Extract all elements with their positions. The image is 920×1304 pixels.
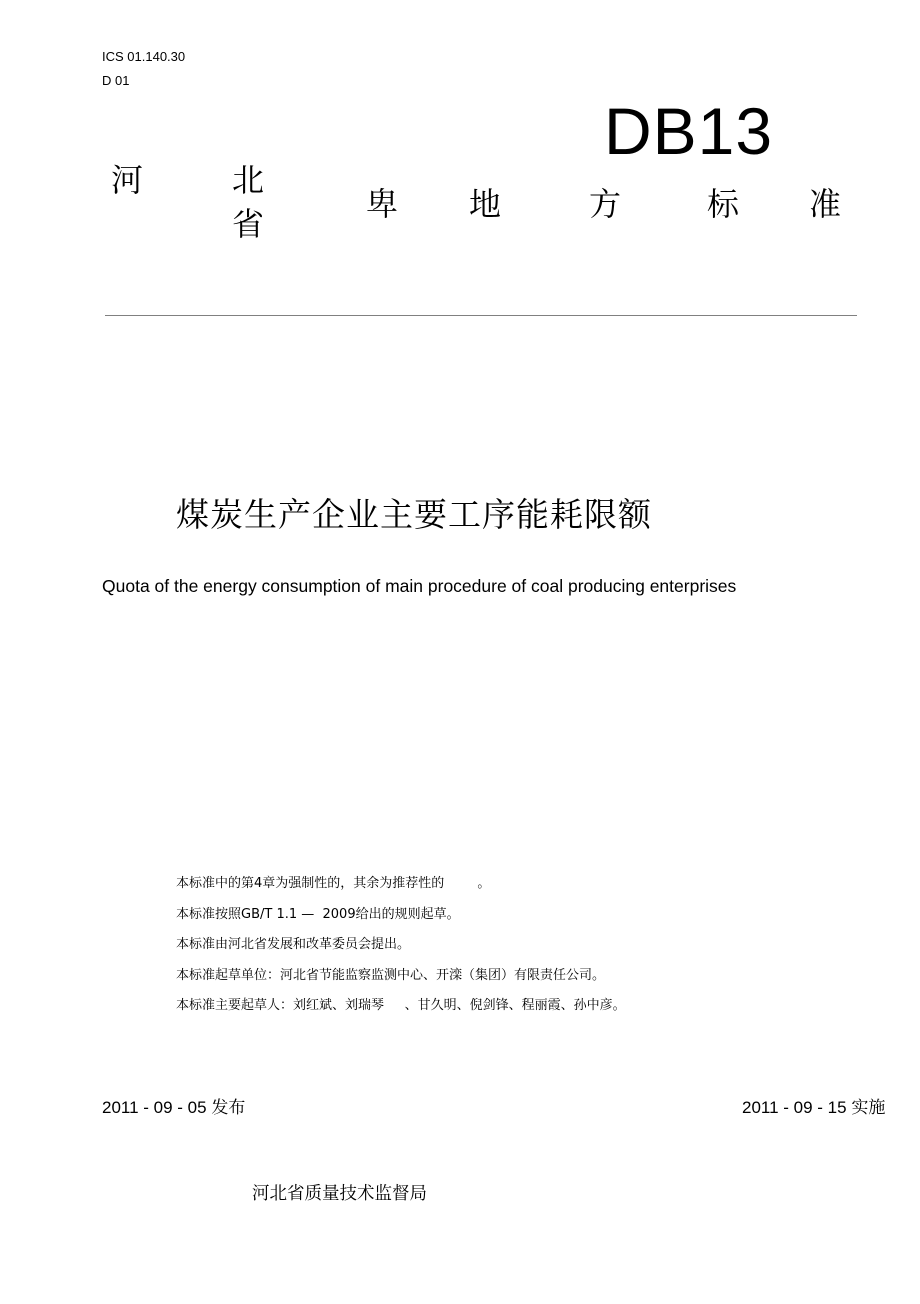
document-title-chinese: 煤炭生产企业主要工序能耗限额 [176, 495, 652, 534]
document-title-english: Quota of the energy consumption of main procedure of coal producing enterprises [102, 576, 737, 596]
header-divider [105, 315, 857, 316]
implementation-date-line [742, 1096, 885, 1120]
standard-type-char: 卑 [366, 185, 399, 223]
issuing-authority: 河北省质量技术监督局 [252, 1184, 427, 1204]
foreword-note: 本标准起草单位：河北省节能监察监测中心、开滦（集团）有限责任公司。 [176, 967, 606, 983]
issue-date: 2011 - 09 - 05 [102, 1098, 207, 1117]
foreword-note: 本标准主要起草人：刘红斌、刘瑞琴 、甘久明、倪剑锋、程丽霞、孙中彦。 [176, 998, 626, 1013]
implementation-label: 实施 [851, 1098, 886, 1118]
standard-type-char: 标 [707, 185, 740, 223]
standard-type-char: 方 [589, 185, 622, 223]
issue-date-line [102, 1096, 245, 1120]
issue-label: 发布 [211, 1098, 246, 1118]
standard-type-char: 准 [809, 185, 842, 223]
foreword-notes [176, 873, 626, 1026]
implementation-date: 2011 - 09 - 15 [742, 1098, 847, 1117]
standard-type-char: 北 [232, 161, 265, 199]
foreword-note: 本标准由河北省发展和改革委员会提出。 [176, 937, 411, 952]
foreword-note: 本标准中的第4章为强制性的，其余为推荐性的 。 [176, 876, 491, 891]
standard-type-char: 省 [232, 205, 265, 243]
foreword-note: 本标准按照GB/T 1.1 — 2009给出的规则起草。 [176, 906, 460, 922]
standard-type-char: 河 [111, 161, 144, 199]
standard-type-char: 地 [469, 185, 502, 223]
ccs-number: D 01 [102, 73, 130, 88]
ics-number: ICS 01.140.30 [102, 49, 186, 64]
standard-code: DB13 [604, 94, 774, 168]
